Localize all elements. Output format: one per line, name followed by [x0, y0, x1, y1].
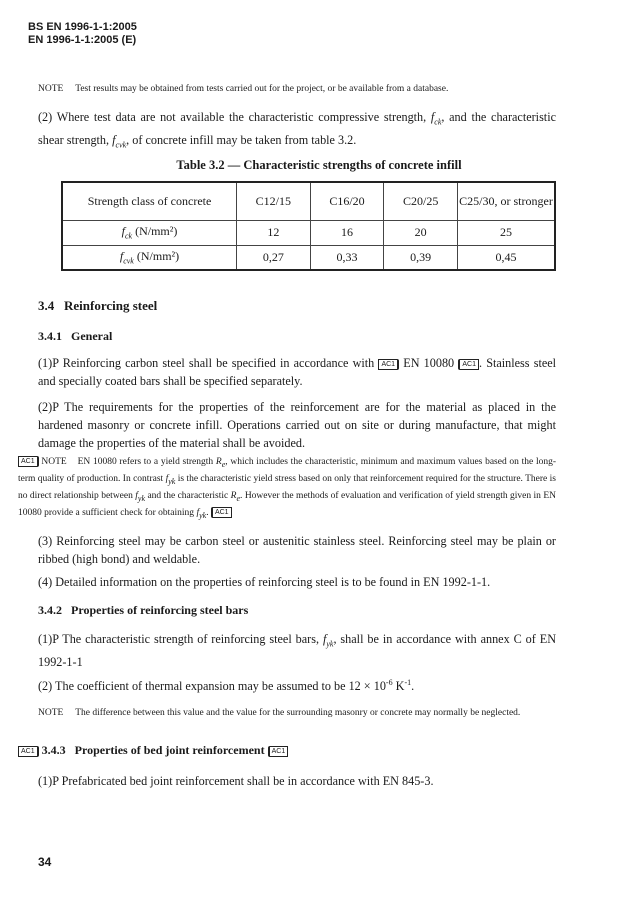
table-row-fck [62, 220, 555, 245]
symbol-fcvk: $f_{cvk}$ [112, 133, 127, 150]
table-class-cell: C16/20 [310, 182, 384, 220]
text: (2) Where test data are not available the characteristic compressive strength, [38, 110, 427, 124]
symbol-fyk: $f_{yk}$ [322, 632, 334, 649]
note-text: Test results may be obtained from tests carried out for the project, or be available from a database. [75, 84, 449, 94]
paragraph-3-4-2-1p: (1)P The characteristic strength of reinforcing steel bars, $f_{yk}$, shall be in accordance with annex C of EN 1992-1-1 [38, 632, 557, 670]
strength-table [61, 181, 556, 271]
header-standard-en: EN 1996-1-1:2005 (E) [28, 34, 137, 46]
note-en10080: AC1 NOTE EN 10080 refers to a yield strength $R_e$, which includes the characteristic, minimum and maximum values based on the long-term quality of production. In contrast $f_{yk}$ is the characteristic yield stress based on only that reinforcement required for the structure. There is no direct relationship between $f_{yk}$ and the characteristic $R_e$. However the methods of evaluation and verification of yield strength given in EN 10080 provide a sufficient check for obtaining $f_{yk}$. AC1 [18, 457, 557, 520]
ac1-start-marker: AC1 [18, 746, 39, 757]
table-cell: 25 [458, 220, 556, 245]
section-heading-3-4: 3.4 Reinforcing steel [38, 298, 158, 313]
table-header-row [62, 182, 555, 220]
section-heading-3-4-1: 3.4.1 General [38, 329, 113, 343]
paragraph-4: (4) Detailed information on the properties of reinforcing steel is to be found in EN 1992-1-1. [38, 575, 491, 589]
paragraph-2p-general: (2)P The requirements for the properties of the reinforcement are for the material as placed in the hardened masonry or concrete infill. Operations carried out on site or during manufacture, that might damage the properties of the material shall be avoided. [38, 400, 556, 450]
table-cell: 0,39 [384, 245, 458, 270]
paragraph-1p-general: (1)P Reinforcing carbon steel shall be specified in accordance with AC1 EN 10080 AC1 . Stainless steel and specially coated bars shall be specified separately. [38, 356, 557, 388]
header-standard-bs: BS EN 1996-1-1:2005 [28, 21, 137, 33]
paragraph-3-4-2-2: (2) The coefficient of thermal expansion may be assumed to be $12 \times 10^{-6}$ $K^{-1}$. [38, 678, 415, 694]
page-number: 34 [38, 855, 52, 869]
paragraph-3-4-3-1p: (1)P Prefabricated bed joint reinforcement shall be in accordance with EN 845-3. [38, 774, 434, 788]
row-label: $f_{cvk}$ (N/mm²) [62, 245, 237, 270]
paragraph-3: (3) Reinforcing steel may be carbon steel or austenitic stainless steel. Reinforcing steel may be plain or ribbed (high bond) and weldable. [38, 534, 556, 566]
document-header [28, 21, 137, 47]
ac1-start-marker: AC1 [18, 456, 39, 467]
section-heading-3-4-2: 3.4.2 Properties of reinforcing steel bars [38, 603, 249, 617]
table-cell: 12 [237, 220, 311, 245]
note-label: NOTE [38, 84, 64, 94]
table-cell: 0,33 [310, 245, 384, 270]
row-label: $f_{ck}$ (N/mm²) [62, 220, 237, 245]
note-test-results [38, 82, 583, 96]
table-cell: 0,45 [458, 245, 556, 270]
symbol-fck: $f_{ck}$ [430, 110, 442, 127]
text: , of concrete infill may be taken from table 3.2. [126, 133, 357, 148]
paragraph-test-data [38, 108, 556, 155]
ac1-start-marker: AC1 [378, 359, 399, 370]
table-class-cell: C20/25 [384, 182, 458, 220]
ac1-end-marker: AC1 [268, 746, 289, 757]
table-row-fcvk [62, 245, 555, 270]
table-class-cell: C12/15 [237, 182, 311, 220]
table-cell: 20 [384, 220, 458, 245]
section-heading-3-4-3: AC1 3.4.3 Properties of bed joint reinforcement AC1 [18, 743, 288, 758]
table-cell: 0,27 [237, 245, 311, 270]
ac1-end-marker: AC1 [458, 359, 479, 370]
table-class-cell: C25/30, or stronger [458, 182, 556, 220]
note-thermal-expansion: NOTE The difference between this value and the value for the surrounding masonry or concrete may normally be neglected. [38, 708, 521, 718]
ac1-end-marker: AC1 [211, 507, 232, 518]
text: , and the characteristic shear strength, [38, 110, 556, 148]
table-header-label: Strength class of concrete [62, 182, 237, 220]
table-cell: 16 [310, 220, 384, 245]
table-caption: Table 3.2 — Characteristic strengths of concrete infill [176, 158, 462, 172]
